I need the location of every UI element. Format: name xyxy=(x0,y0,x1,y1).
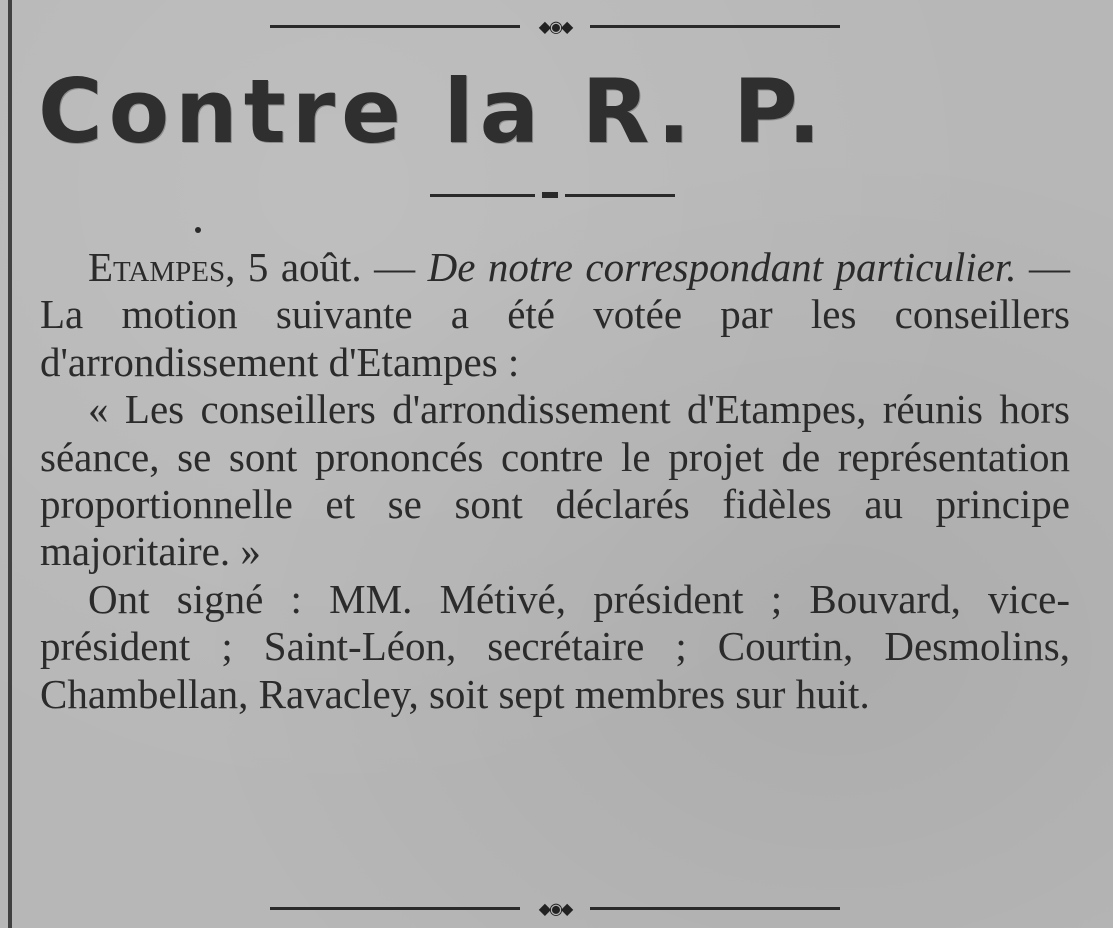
top-ornament-rule xyxy=(270,14,840,40)
motion-quote: « Les conseillers d'arrondissement d'Etampes, réunis hors séance, se sont prononcés contre le projet de représentation proportionnelle et se sont déclarés fidèles au principe majoritaire. » xyxy=(40,386,1070,575)
ink-speck xyxy=(195,227,201,233)
ornament-line-right xyxy=(590,907,840,910)
ornament-knot-icon: ◆◉◆ xyxy=(538,899,572,918)
article-headline: Contre la R. P. xyxy=(38,60,827,163)
title-separator xyxy=(430,189,675,201)
correspondent-credit: De notre correspondant particulier. xyxy=(427,244,1017,290)
dash: — xyxy=(361,244,428,290)
ornament-line-left xyxy=(270,907,520,910)
ornament-line-left xyxy=(270,25,520,28)
signatories-paragraph: Ont signé : MM. Métivé, président ; Bouvard, vice-président ; Saint-Léon, secrétaire ; Courtin, Desmolins, Chambellan, Ravacley, soit sept membres sur huit. xyxy=(40,575,1070,717)
article-paragraph-intro: Etampes, 5 août. — De notre correspondant particulier. — La motion suivante a été votée par les conseillers d'arrondissement d'Etampes : xyxy=(40,244,1071,385)
dash: — xyxy=(1016,244,1071,290)
dateline-date: 5 août. xyxy=(247,244,362,290)
article-body xyxy=(40,244,1070,718)
ornament-knot-icon: ◆◉◆ xyxy=(538,17,572,36)
intro-text: La motion suivante a été votée par les conseillers d'arrondissement d'Etampes : xyxy=(40,291,1070,385)
ornament-line-right xyxy=(590,25,840,28)
dateline-place: Etampes xyxy=(88,244,226,290)
column-rule xyxy=(8,0,12,928)
bottom-ornament-rule xyxy=(270,896,840,922)
